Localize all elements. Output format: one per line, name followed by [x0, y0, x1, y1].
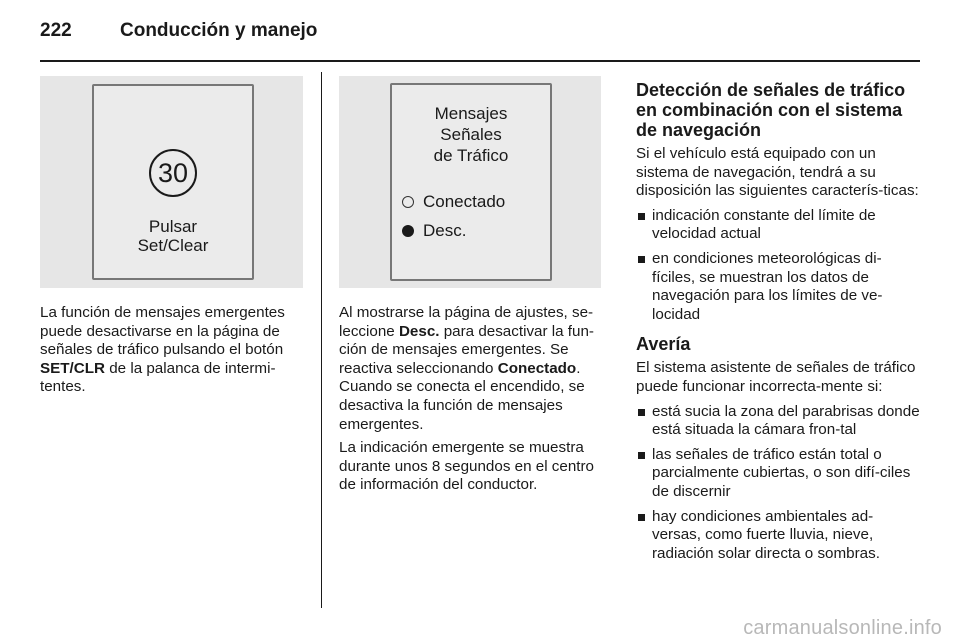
heading-averia: Avería — [636, 334, 691, 355]
column-1-text — [40, 304, 310, 402]
settings-title-line3: de Tráfico — [433, 146, 509, 165]
column-2-text — [339, 304, 607, 500]
header-rule — [40, 60, 920, 62]
page-number: 222 — [40, 20, 72, 41]
list-item: indicación constante del límite de velocidad actual — [636, 207, 922, 244]
display-panel — [92, 84, 254, 280]
col2-paragraph-2: La indicación emergente se muestra durante unos 8 segundos en el centro de información del conductor. — [339, 439, 594, 494]
figure-settings-menu — [339, 76, 601, 288]
list-item: está sucia la zona del parabrisas donde está situada la cámara fron-tal — [636, 403, 922, 440]
pulsar-instruction — [94, 217, 252, 255]
list-item: en condiciones meteorológicas di-fíciles, se muestran los datos de navegación para los límites de ve-locidad — [636, 250, 922, 324]
pulsar-line2: Set/Clear — [137, 236, 209, 255]
intro-averia: El sistema asistente de señales de tráfico puede funcionar incorrecta-mente si: — [636, 359, 916, 395]
col2-text-c: para desactivar la fun-ción de mensajes emergentes. Se reactiva seleccionando — [339, 322, 594, 377]
column-3-text — [636, 80, 922, 569]
col2-text-a: Al mostrarse la página de ajustes, se-leccione — [339, 304, 594, 340]
conectado-label: Conectado — [497, 359, 577, 377]
set-clr-label: SET/CLR — [40, 359, 105, 377]
col1-text-b: de la palanca de intermi-tentes. — [40, 359, 276, 396]
option-conectado — [402, 192, 505, 212]
pulsar-line1: Pulsar — [148, 217, 198, 236]
list-item: las señales de tráfico están total o parcialmente cubiertas, o son difí-ciles de discernir — [636, 446, 922, 502]
intro-navigation: Si el vehículo está equipado con un sistema de navegación, tendrá a su disposición las siguientes caracterís-ticas: — [636, 145, 919, 200]
option-desc-label: Desc. — [423, 221, 467, 240]
settings-title — [392, 103, 550, 166]
col1-text-a: La función de mensajes emergentes puede desactivarse en la página de señales de tráfico pulsando el botón — [40, 304, 285, 359]
settings-title-line2: Señales — [440, 125, 502, 144]
figure-speed-limit-display — [40, 76, 303, 288]
radio-selected-icon — [402, 225, 414, 237]
radio-unselected-icon — [402, 196, 414, 208]
watermark: carmanualsonline.info — [743, 617, 942, 639]
heading-navigation: Detección de señales de tráfico en combinación con el sistema de navegación — [636, 80, 906, 140]
option-desc — [402, 221, 466, 241]
col2-paragraph-1 — [339, 304, 607, 434]
section-title: Conducción y manejo — [120, 20, 318, 41]
desc-label: Desc. — [398, 322, 440, 340]
settings-title-line1: Mensajes — [434, 104, 508, 123]
column-divider — [321, 72, 322, 608]
bullet-list-averia — [636, 403, 922, 564]
settings-panel — [390, 83, 552, 281]
bullet-list-navigation — [636, 207, 922, 325]
speed-limit-sign-icon: 30 — [149, 149, 197, 197]
list-item: hay condiciones ambientales ad-versas, como fuerte lluvia, nieve, radiación solar directa o sombras. — [636, 508, 922, 564]
col2-text-e: . Cuando se conecta el encendido, se desactiva la función de mensajes emergentes. — [339, 359, 585, 433]
option-conectado-label: Conectado — [423, 192, 506, 211]
col1-paragraph — [40, 304, 310, 397]
